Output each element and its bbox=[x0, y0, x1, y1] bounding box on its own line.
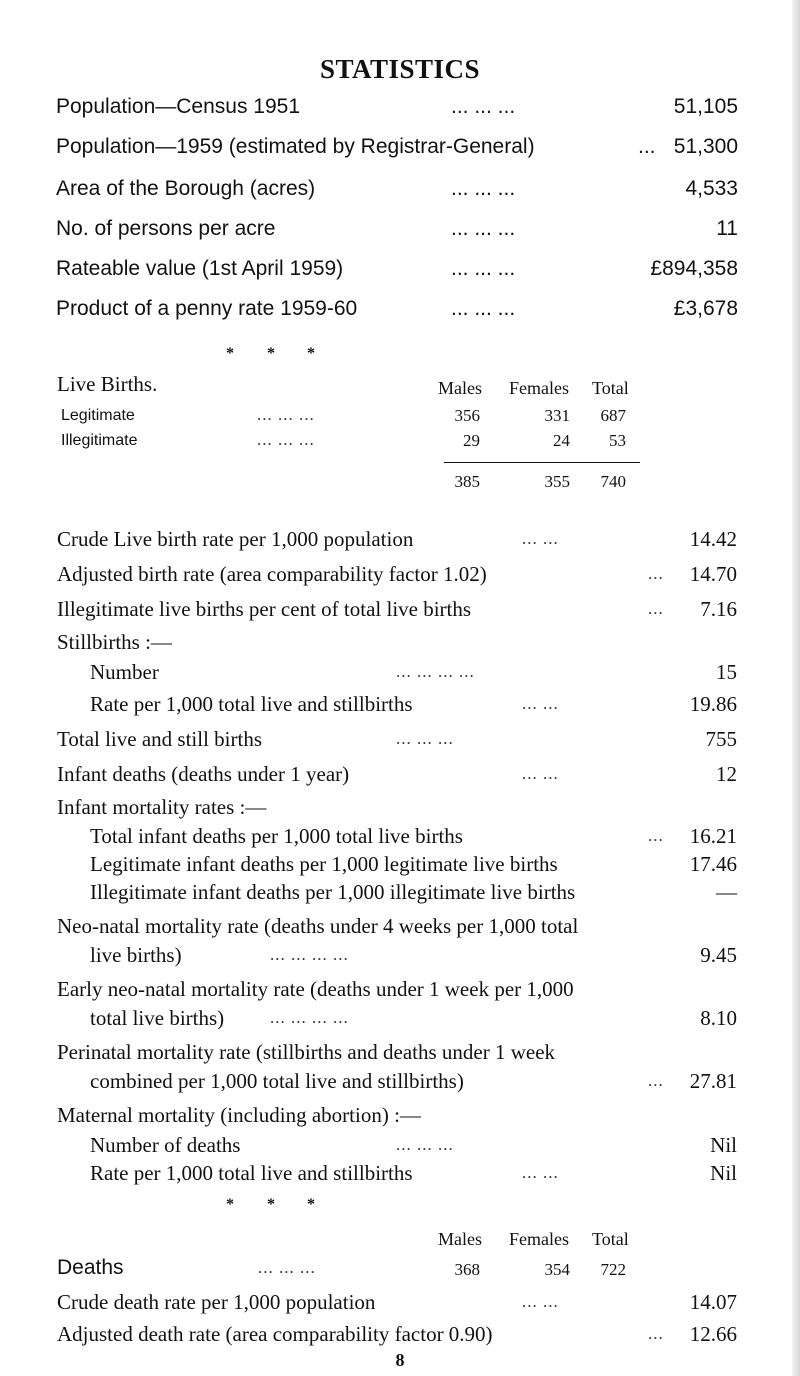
maternal-heading: Maternal mortality (including abortion) :— bbox=[57, 1103, 421, 1127]
deaths-label: Deaths bbox=[57, 1256, 124, 1279]
table-row-dots: ... ... ... bbox=[257, 405, 315, 424]
page-edge-shadow bbox=[792, 0, 800, 1376]
summary-dots: ... ... ... bbox=[451, 297, 516, 320]
row-dots: ... ... ... ... bbox=[396, 662, 475, 681]
cell-illegit-males: 29 bbox=[463, 431, 480, 450]
table-row-label-illegitimate: Illegitimate bbox=[61, 432, 138, 449]
infant-deaths-value: 12 bbox=[716, 762, 737, 786]
summary-dots: ... ... ... bbox=[451, 177, 516, 200]
row-dots: ... ... ... ... bbox=[270, 1008, 349, 1027]
crude-death-rate-label: Crude death rate per 1,000 population bbox=[57, 1290, 376, 1314]
row-dots: ... ... ... bbox=[396, 1135, 454, 1154]
maternal-number-value: Nil bbox=[710, 1133, 737, 1157]
table-row-label-legitimate: Legitimate bbox=[61, 407, 135, 424]
stillbirths-number-label: Number bbox=[90, 660, 159, 684]
early-neonatal-label-line2: total live births) bbox=[90, 1006, 225, 1030]
neonatal-value: 9.45 bbox=[700, 943, 737, 967]
cell-illegit-females: 24 bbox=[553, 431, 570, 450]
perinatal-value: 27.81 bbox=[689, 1069, 737, 1093]
stillbirths-heading: Stillbirths :— bbox=[57, 630, 172, 654]
row-dots: ... ... bbox=[522, 529, 559, 548]
summary-label: Area of the Borough (acres) bbox=[56, 177, 316, 200]
perinatal-label-line1: Perinatal mortality rate (stillbirths and deaths under 1 week bbox=[57, 1040, 556, 1064]
deaths-males: 368 bbox=[454, 1260, 480, 1279]
adjusted-death-rate-label: Adjusted death rate (area comparability factor 0.90) bbox=[57, 1322, 493, 1346]
page-number: 8 bbox=[395, 1350, 405, 1370]
cell-legit-females: 331 bbox=[544, 406, 570, 425]
summary-label: Rateable value (1st April 1959) bbox=[56, 257, 344, 280]
row-dots: ... bbox=[648, 1324, 664, 1343]
row-dots: ... bbox=[648, 599, 664, 618]
summary-row-population-1959 bbox=[56, 135, 738, 165]
crude-birth-rate-value: 14.42 bbox=[689, 527, 737, 551]
summary-row-penny-rate bbox=[56, 297, 738, 327]
neonatal-label-line2: live births) bbox=[90, 943, 182, 967]
column-header-males: Males bbox=[438, 378, 482, 398]
illegitimate-percent-value: 7.16 bbox=[700, 597, 737, 621]
separator-star: * bbox=[267, 345, 275, 362]
summary-row-rateable-value bbox=[56, 257, 738, 287]
total-live-still-label: Total live and still births bbox=[57, 727, 263, 751]
row-dots: ... bbox=[648, 826, 664, 845]
crude-birth-rate-label: Crude Live birth rate per 1,000 population bbox=[57, 527, 414, 551]
live-births-heading: Live Births. bbox=[57, 372, 158, 396]
early-neonatal-value: 8.10 bbox=[700, 1006, 737, 1030]
summary-value: 51,105 bbox=[673, 95, 738, 118]
summary-label: Population—1959 (estimated by Registrar-General) bbox=[56, 135, 535, 158]
early-neonatal-label-line1: Early neo-natal mortality rate (deaths under 1 week per 1,000 bbox=[57, 977, 574, 1001]
summary-value: 11 bbox=[716, 217, 738, 240]
cell-legit-total: 687 bbox=[600, 406, 626, 425]
cell-total-females: 355 bbox=[544, 472, 570, 491]
separator-star: * bbox=[307, 345, 315, 362]
infant-illegit-value: — bbox=[716, 880, 737, 904]
illegitimate-percent-label: Illegitimate live births per cent of total live births bbox=[57, 597, 472, 621]
infant-total-value: 16.21 bbox=[689, 824, 737, 848]
infant-legit-label: Legitimate infant deaths per 1,000 legitimate live births bbox=[90, 852, 558, 876]
stillbirths-number-value: 15 bbox=[716, 660, 737, 684]
maternal-rate-label: Rate per 1,000 total live and stillbirths bbox=[90, 1161, 413, 1185]
cell-total-males: 385 bbox=[454, 472, 480, 491]
maternal-rate-value: Nil bbox=[710, 1161, 737, 1185]
summary-value: 51,300 bbox=[673, 135, 738, 158]
summary-value: £3,678 bbox=[673, 297, 738, 320]
adjusted-birth-rate-label: Adjusted birth rate (area comparability factor 1.02) bbox=[57, 562, 487, 586]
summary-dots: ... ... ... bbox=[451, 217, 516, 240]
deaths-column-header-females: Females bbox=[509, 1229, 569, 1249]
table-row-dots: ... ... ... bbox=[257, 430, 315, 449]
separator-star: * bbox=[226, 1196, 234, 1213]
summary-value: £894,358 bbox=[650, 257, 738, 280]
stillbirths-rate-label: Rate per 1,000 total live and stillbirths bbox=[90, 692, 413, 716]
summary-value: 4,533 bbox=[685, 177, 738, 200]
row-dots: ... bbox=[648, 564, 664, 583]
deaths-column-header-total: Total bbox=[592, 1229, 629, 1249]
column-header-females: Females bbox=[509, 378, 569, 398]
maternal-number-label: Number of deaths bbox=[90, 1133, 241, 1157]
separator-star: * bbox=[267, 1196, 275, 1213]
cell-total-total: 740 bbox=[600, 472, 626, 491]
row-dots: ... ... bbox=[522, 764, 559, 783]
perinatal-label-line2: combined per 1,000 total live and stillbirths) bbox=[90, 1069, 464, 1093]
deaths-females: 354 bbox=[544, 1260, 570, 1279]
adjusted-birth-rate-value: 14.70 bbox=[689, 562, 737, 586]
summary-dots: ... bbox=[638, 135, 656, 158]
infant-illegit-label: Illegitimate infant deaths per 1,000 illegitimate live births bbox=[90, 880, 576, 904]
infant-total-label: Total infant deaths per 1,000 total live births bbox=[90, 824, 463, 848]
total-live-still-value: 755 bbox=[705, 727, 737, 751]
infant-deaths-label: Infant deaths (deaths under 1 year) bbox=[57, 762, 350, 786]
row-dots: ... ... ... ... bbox=[270, 945, 349, 964]
column-header-total: Total bbox=[592, 378, 629, 398]
table-total-rule bbox=[444, 462, 640, 463]
row-dots: ... ... bbox=[522, 1292, 559, 1311]
row-dots: ... ... bbox=[522, 694, 559, 713]
summary-row-area bbox=[56, 177, 738, 207]
row-dots: ... ... bbox=[522, 1163, 559, 1182]
cell-illegit-total: 53 bbox=[609, 431, 626, 450]
neonatal-label-line1: Neo-natal mortality rate (deaths under 4 weeks per 1,000 total bbox=[57, 914, 579, 938]
separator-star: * bbox=[307, 1196, 315, 1213]
row-dots: ... bbox=[648, 1071, 664, 1090]
summary-dots: ... ... ... bbox=[451, 257, 516, 280]
separator-star: * bbox=[226, 345, 234, 362]
deaths-total: 722 bbox=[600, 1260, 626, 1279]
deaths-column-header-males: Males bbox=[438, 1229, 482, 1249]
crude-death-rate-value: 14.07 bbox=[689, 1290, 737, 1314]
adjusted-death-rate-value: 12.66 bbox=[689, 1322, 737, 1346]
row-dots: ... ... ... bbox=[396, 729, 454, 748]
infant-legit-value: 17.46 bbox=[689, 852, 737, 876]
page-title: STATISTICS bbox=[319, 54, 481, 84]
row-dots: ... ... ... bbox=[258, 1258, 316, 1277]
summary-label: Population—Census 1951 bbox=[56, 95, 301, 118]
summary-row-persons-per-acre bbox=[56, 217, 738, 247]
stillbirths-rate-value: 19.86 bbox=[689, 692, 737, 716]
infant-mortality-heading: Infant mortality rates :— bbox=[57, 795, 267, 819]
summary-label: Product of a penny rate 1959-60 bbox=[56, 297, 358, 320]
summary-row-census bbox=[56, 95, 738, 125]
summary-label: No. of persons per acre bbox=[56, 217, 276, 240]
cell-legit-males: 356 bbox=[454, 406, 480, 425]
summary-dots: ... ... ... bbox=[451, 95, 516, 118]
